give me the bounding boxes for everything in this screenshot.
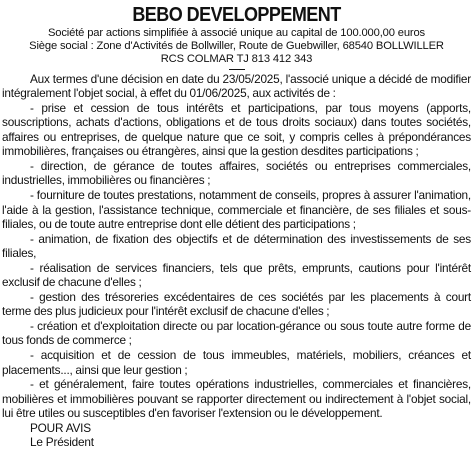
signatory-line: Le Président [30,435,94,450]
activity-item: - animation, de fixation des objectifs et de détermination des investissements de ses filiales, [2,231,471,261]
activity-item: - et généralement, faire toutes opérations industrielles, commerciales et financières, mobilières et immobilières pouvant se rapporter directement ou indirectement à l'objet social, lui être utiles ou susceptibles d'en favoriser l'extension ou le développement. [2,377,471,421]
activity-item: - fourniture de toutes prestations, notamment de conseils, propres à assurer l'animation, l'aide à la gestion, l'assistance technique, commerciale et financière, de ses filiales et sous-filiales, ou de toute autre entreprise dont elle détient des participations ; [2,187,471,232]
company-type-line: Société par actions simplifiée à associé unique au capital de 100.000,00 euros [47,27,425,39]
activity-item: - création et d'exploitation directe ou par location-gérance ou sous toute autre forme de tous fonds de commerce ; [2,318,471,348]
notice-body [2,72,471,421]
company-name-title: BEBO DEVELOPPEMENT [132,4,341,26]
registry-line: RCS COLMAR TJ 813 412 343 [160,53,313,66]
activity-item: - gestion des trésoreries excédentaires de ces sociétés par les placements à court terme des plus judicieux pour l'intérêt exclusif de chacune d'elles ; [2,289,471,319]
separator-rule [229,69,245,70]
activity-item: - direction, de gérance de toutes affaires, sociétés ou entreprises commerciales, industrielles, immobilières ou financières ; [2,158,471,188]
activity-item: - réalisation de services financiers, tels que prêts, emprunts, cautions pour l'intérêt exclusif de chacune d'elles ; [2,260,471,290]
head-office-line: Siège social : Zone d'Activités de Bollwiller, Route de Guebwiller, 68540 BOLLWILLER [29,40,444,53]
activity-item: - prise et cession de tous intérêts et participations, par tous moyens (apports, souscriptions, achats d'actions, obligations et de tous droits sociaux) dans toutes sociétés, affaires ou entreprises, de quelque nature que ce soit, y compris celles à prépondérances immobilières, françaises ou étrangères, ainsi que la gestion desdites participations ; [2,100,471,159]
closing-line: POUR AVIS [30,420,91,435]
activity-item: - acquisition et de cession de tous immeubles, matériels, mobiliers, créances et placements..., ainsi que leur gestion ; [2,348,471,377]
decision-paragraph: Aux termes d'une décision en date du 23/05/2025, l'associé unique a décidé de modifier intégralement l'objet social, à effet du 01/06/2025, aux activités de : [2,71,471,101]
